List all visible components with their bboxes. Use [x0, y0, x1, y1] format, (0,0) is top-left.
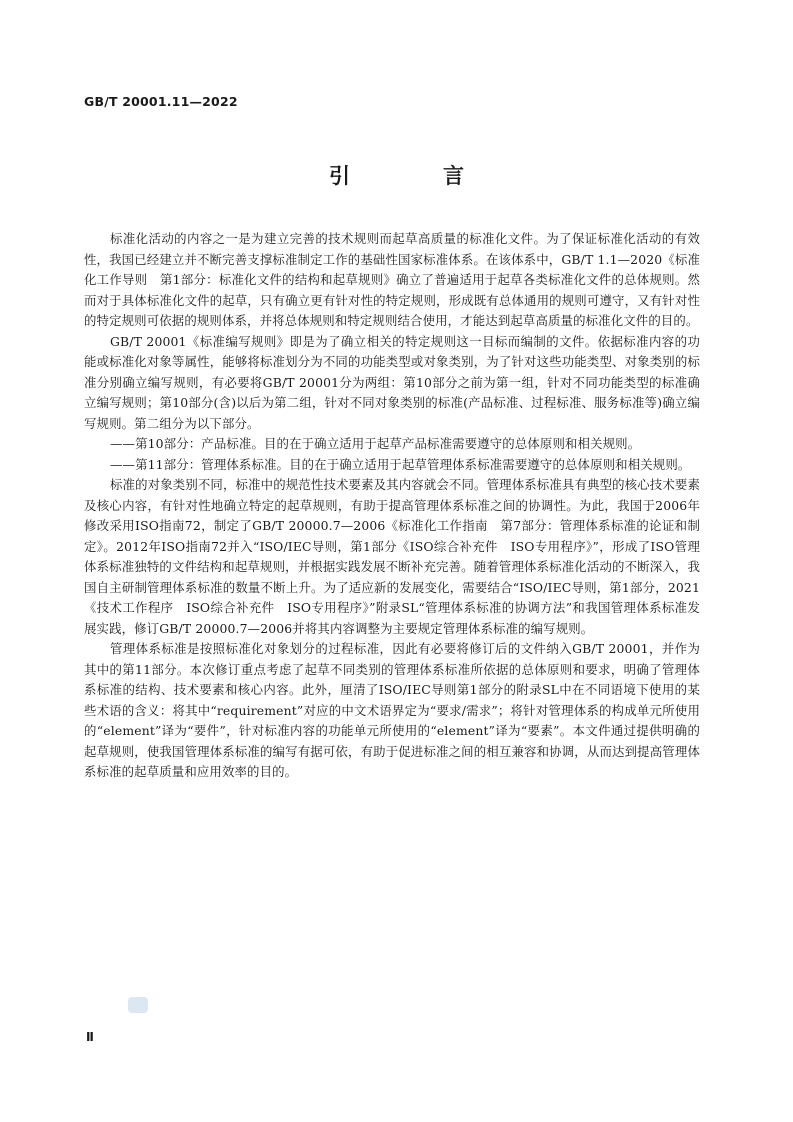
page-title: 引 言: [329, 164, 500, 188]
body-text: [84, 229, 700, 783]
list-item: ——第11部分：管理体系标准。目的在于确立适用于起草管理体系标准需要遵守的总体原则和相关规则。: [110, 456, 691, 472]
paragraph: GB/T 20001《标准编写规则》即是为了确立相关的特定规则这一目标而编制的文件。依据标准内容的功能或标准化对象等属性，能够将标准划分为不同的功能类型或对象类别，为了针对这些功能类型、对象类别的标准分别确立编写规则，有必要将GB/T 20001分为两组：第10部分之前为第一组，针对不同功能类型的标准确立编写规则；第10部分(含)以后为第二组，针对不同对象类别的标准(产品标准、过程标准、服务标准等)确立编写规则。第二组分为以下部分。: [84, 333, 700, 431]
paragraph: 标准的对象类别不同，标准中的规范性技术要素及其内容就会不同。管理体系标准具有典型的核心技术要素及核心内容，有针对性地确立特定的起草规则，有助于提高管理体系标准之间的协调性。为此，我国于2006年修改采用ISO指南72，制定了GB/T 20000.7—2006《标准化工作指南 第7部分：管理体系标准的论证和制定》。2012年ISO指南72并入“ISO/IEC导则，第1部分《ISO综合补充件 ISO专用程序》”，形成了ISO管理体系标准独特的文件结构和起草规则，并根据实践发展不断补充完善。随着管理体系标准化活动的不断深入，我国自主研制管理体系标准的数量不断上升。为了适应新的发展变化，需要结合“ISO/IEC导则，第1部分，2021《技术工作程序 ISO综合补充件 ISO专用程序》”附录SL“管理体系标准的协调方法”和我国管理体系标准发展实践，修订GB/T 20000.7—2006并将其内容调整为主要规定管理体系标准的编写规则。: [84, 477, 700, 636]
paragraph: 管理体系标准是按照标准化对象划分的过程标准，因此有必要将修订后的文件纳入GB/T 20001，并作为其中的第11部分。本次修订重点考虑了起草不同类别的管理体系标准所依据的总体原则和要求，明确了管理体系标准的结构、技术要素和核心内容。此外，厘清了ISO/IEC导则第1部分的附录SL中在不同语境下使用的某些术语的含义：将其中“requirement”对应的中文术语界定为“要求/需求”；将针对管理体系的构成单元所使用的“element”译为“要件”，针对标准内容的功能单元所使用的“element”译为“要素”。本文件通过提供明确的起草规则，使我国管理体系标准的编写有据可依，有助于促进标准之间的相互兼容和协调，从而达到提高管理体系标准的起草质量和应用效率的目的。: [84, 641, 700, 779]
page-number: Ⅱ: [86, 1030, 94, 1044]
list-item: ——第10部分：产品标准。目的在于确立适用于起草产品标准需要遵守的总体原则和相关规则。: [110, 436, 641, 451]
standard-code: GB/T 20001.11—2022: [84, 94, 238, 109]
paragraph: 标准化活动的内容之一是为建立完善的技术规则而起草高质量的标准化文件。为了保证标准化活动的有效性，我国已经建立并不断完善支撑标准制定工作的基础性国家标准体系。在该体系中，GB/T 1.1—2020《标准化工作导则 第1部分：标准化文件的结构和起草规则》确立了普遍适用于起草各类标准化文件的总体规则。然而对于具体标准化文件的起草，只有确立更有针对性的特定规则，形成既有总体通用的规则可遵守，又有针对性的特定规则可依据的规则体系，并将总体规则和特定规则结合使用，才能达到起草高质量的标准化文件的目的。: [84, 231, 700, 328]
watermark-logo-icon: [128, 997, 148, 1013]
